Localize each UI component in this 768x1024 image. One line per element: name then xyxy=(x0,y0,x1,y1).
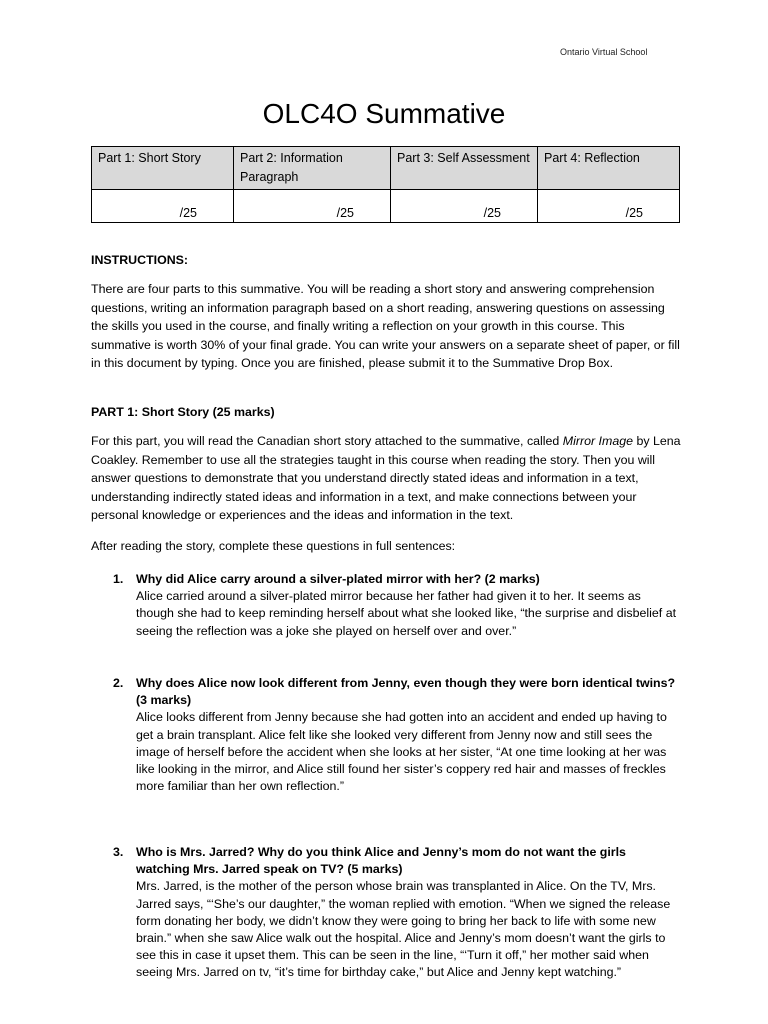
marks-table-score-cell: /25 xyxy=(538,190,680,223)
part1-prompt: After reading the story, complete these questions in full sentences: xyxy=(91,539,456,553)
part1-intro xyxy=(91,432,681,525)
question-number: 1. xyxy=(113,572,124,586)
part1-intro-end: by Lena Coakley. Remember to use all the strategies taught in this course when reading the story. Then you will answer questions to demonstrate that you understand directly stated ideas and information in a text, understanding indirectly stated ideas and information in a text, and make connections between your personal knowledge or experiences and the ideas and information in the text. xyxy=(91,434,681,523)
school-logo-text: Ontario Virtual School xyxy=(560,47,648,57)
marks-table-score-cell: /25 xyxy=(391,190,538,223)
part1-intro-start: For this part, you will read the Canadian short story attached to the summative, called xyxy=(91,434,563,448)
answer-text: Mrs. Jarred, is the mother of the person whose brain was transplanted in Alice. On the TV, Mrs. Jarred says, “‘She’s our daughter,” the woman replied with emotion. “When we signed the release form donating her body, we didn’t know they were going to bring her back to life with some new brain.” when she saw Alice walk out the hospital. Alice and Jenny’s mom doesn’t want the girls to see this in case it upset them. This can be seen in the line, “‘Turn it off,” her mother said when seeing Mrs. Jarred on tv, “it’s time for birthday cake,” but Alice and Jenny kept watching.” xyxy=(136,879,671,980)
marks-table-header-row xyxy=(92,147,680,190)
part1-heading: PART 1: Short Story (25 marks) xyxy=(91,405,275,419)
marks-table-score-cell: /25 xyxy=(234,190,391,223)
question-number: 3. xyxy=(113,845,124,859)
marks-table-header-cell: Part 2: Information Paragraph xyxy=(234,147,391,190)
question-1 xyxy=(91,571,681,640)
marks-table-score-cell: /25 xyxy=(92,190,234,223)
marks-table xyxy=(91,146,680,223)
marks-table-header-cell: Part 4: Reflection xyxy=(538,147,680,190)
question-text: Who is Mrs. Jarred? Why do you think Alice and Jenny’s mom do not want the girls watching Mrs. Jarred speak on TV? (5 marks) xyxy=(136,845,626,877)
marks-table-header-cell: Part 1: Short Story xyxy=(92,147,234,190)
question-text: Why does Alice now look different from Jenny, even though they were born identical twins? (3 marks) xyxy=(136,676,676,708)
instructions-heading: INSTRUCTIONS: xyxy=(91,253,189,267)
instructions-text: There are four parts to this summative. You will be reading a short story and answering comprehension questions, writing an information paragraph based on a short reading, answering questions on assessing the skills you used in the course, and finally writing a reflection on your growth in this course. This summative is worth 30% of your final grade. You can write your answers on a separate sheet of paper, or fill in this document by typing. Once you are finished, please submit it to the Summative Drop Box. xyxy=(91,282,680,371)
story-title: Mirror Image xyxy=(562,434,633,448)
question-number: 2. xyxy=(113,676,124,690)
marks-table-score-row xyxy=(92,190,680,223)
question-text: Why did Alice carry around a silver-plated mirror with her? (2 marks) xyxy=(136,572,540,586)
answer-text: Alice carried around a silver-plated mirror because her father had given it to her. It seems as though she had to keep reminding herself about what she looked like, “the surprise and disbelief at seeing the reflection was a joke she played on herself over and over.” xyxy=(136,589,677,638)
page-title: OLC4O Summative xyxy=(262,98,506,129)
answer-text: Alice looks different from Jenny because she had gotten into an accident and ended up having to get a brain transplant. Alice felt like she looked very different from Jenny now and still sees the image of herself before the accident when she looks at her sister, “At one time looking at her was like looking in the mirror, and Alice still found her sister’s coppery red hair and masses of freckles more familiar than her own reflection.” xyxy=(136,710,667,794)
marks-table-header-cell: Part 3: Self Assessment xyxy=(391,147,538,190)
question-2 xyxy=(91,675,681,795)
question-3 xyxy=(91,844,681,982)
